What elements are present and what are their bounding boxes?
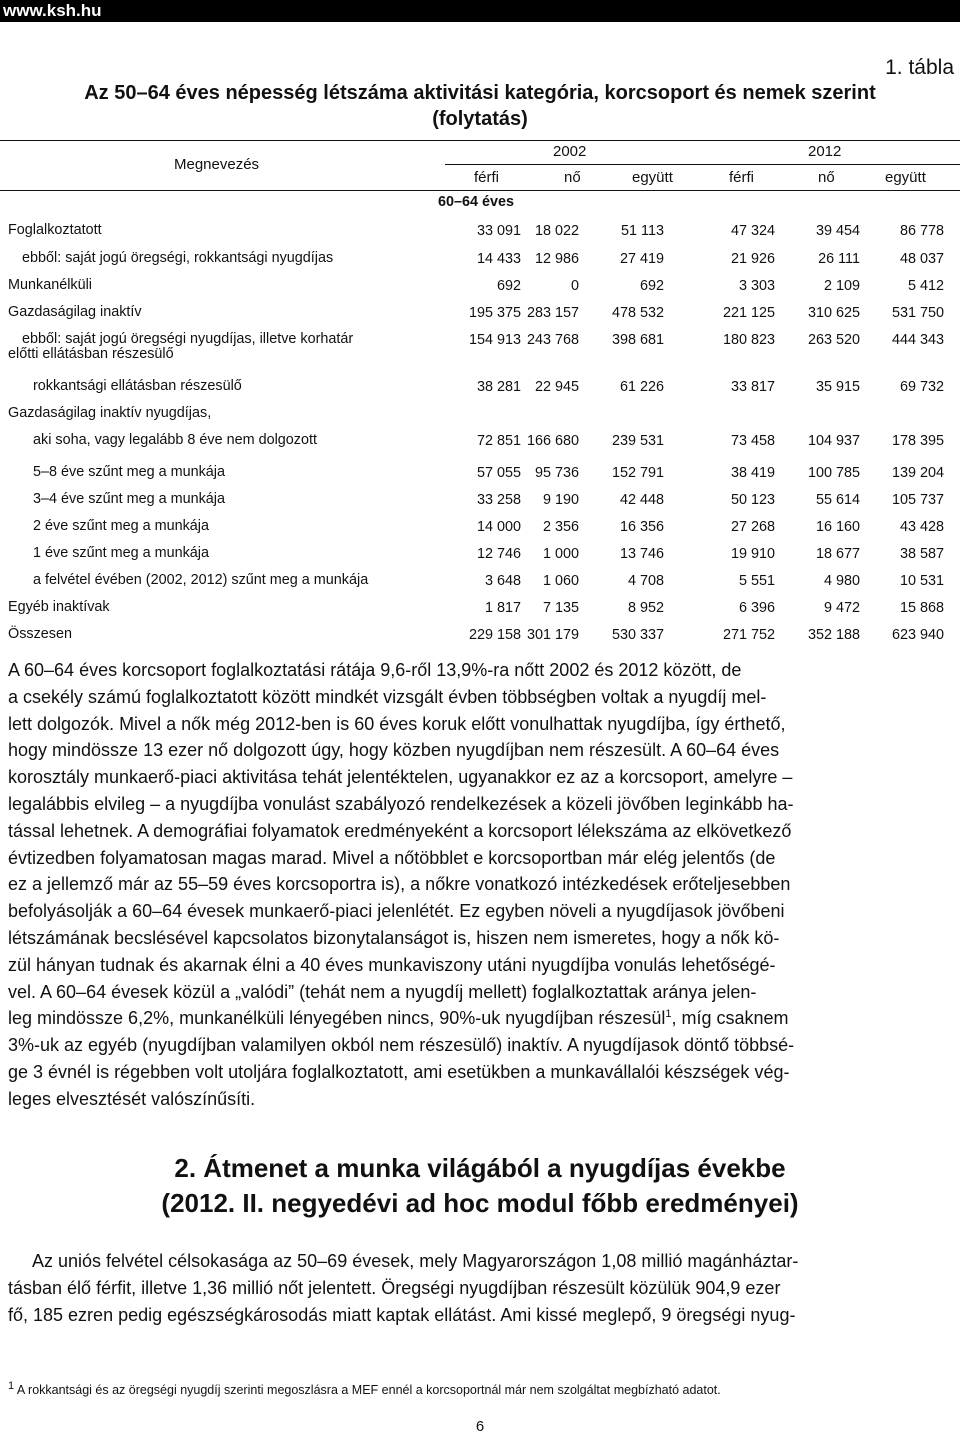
table-cell: 301 179 xyxy=(526,627,579,643)
table-cell: 10 531 xyxy=(899,573,944,589)
table-cell: 0 xyxy=(570,278,579,294)
page-number: 6 xyxy=(475,1418,485,1435)
row-label: ebből: saját jogú öregségi, rokkantsági nyugdíjas xyxy=(22,250,334,266)
heading-line: (2012. II. negyedévi ad hoc modul főbb eredményei) xyxy=(161,1188,799,1218)
table-cell: 2 356 xyxy=(542,519,579,535)
text-line: 3%-uk az egyéb (nyugdíjban valamilyen okból nem részesülő) inaktív. A nyugdíjasok döntő többsé- xyxy=(8,1035,795,1056)
table-cell: 310 625 xyxy=(807,305,860,321)
row-label: aki soha, vagy legalább 8 éve nem dolgozott xyxy=(33,432,318,448)
row-label: Foglalkoztatott xyxy=(8,222,102,238)
text-line: ez a jellemző már az 55–59 éves korcsoportra is), a nőkre vonatkozó intézkedések erőteljesebben xyxy=(8,874,791,895)
text-line: legalábbis elvileg – a nyugdíjba vonulást szabályozó rendelkezések a közeli jövőben leginkább ha- xyxy=(8,793,794,814)
table-cell: 33 817 xyxy=(730,379,775,395)
table-cell: 9 472 xyxy=(823,600,860,616)
table-cell: 69 732 xyxy=(899,379,944,395)
table-cell: 43 428 xyxy=(899,519,944,535)
age-group-header: 60–64 éves xyxy=(438,194,515,210)
table-cell: 27 419 xyxy=(619,251,664,267)
row-label: Összesen xyxy=(8,626,72,642)
table-cell: 105 737 xyxy=(891,492,944,508)
table-cell: 180 823 xyxy=(722,332,775,348)
text-line: lett dolgozók. Mivel a nők még 2012-ben is 60 éves koruk előtt vonulhattak nyugdíjba, így érthető, xyxy=(8,713,786,734)
table-cell: 104 937 xyxy=(807,433,860,449)
table-cell: 16 356 xyxy=(619,519,664,535)
table-cell: 4 980 xyxy=(823,573,860,589)
col-header-egyutt-2002: együtt xyxy=(632,169,673,186)
table-cell: 2 109 xyxy=(823,278,860,294)
table-cell: 692 xyxy=(639,278,664,294)
table-cell: 57 055 xyxy=(476,465,521,481)
table-cell: 18 022 xyxy=(534,223,579,239)
table-cell: 4 708 xyxy=(627,573,664,589)
section-heading xyxy=(0,1151,960,1221)
table-cell: 530 337 xyxy=(611,627,664,643)
table-cell: 195 375 xyxy=(468,305,521,321)
text-line: Az uniós felvétel célsokasága az 50–69 évesek, mely Magyarországon 1,08 millió magánháztar- xyxy=(32,1251,799,1271)
table-cell: 178 395 xyxy=(891,433,944,449)
table-title-subline: (folytatás) xyxy=(432,108,528,130)
table-cell: 478 532 xyxy=(611,305,664,321)
table-cell: 5 412 xyxy=(907,278,944,294)
site-url-link[interactable]: www.ksh.hu xyxy=(3,1,102,20)
data-table xyxy=(0,136,960,656)
table-cell: 26 111 xyxy=(818,251,860,267)
row-label: 2 éve szűnt meg a munkája xyxy=(33,518,209,534)
table-cell: 3 648 xyxy=(484,573,521,589)
table-cell: 47 324 xyxy=(730,223,775,239)
stub-header: Megnevezés xyxy=(174,156,260,173)
table-cell: 9 190 xyxy=(542,492,579,508)
table-cell: 72 851 xyxy=(476,433,521,449)
text-line: ge 3 évnél is régebben volt utoljára foglalkoztatott, ami esetükben a munkavállalói készségek vég- xyxy=(8,1061,790,1082)
text-line: létszámának becslésével kapcsolatos bizonytalanságot is, hiszen nem ismeretes, hogy a nők kö- xyxy=(8,927,780,948)
table-cell: 38 587 xyxy=(899,546,944,562)
col-header-egyutt-2012: együtt xyxy=(885,169,926,186)
table-cell: 1 000 xyxy=(542,546,579,562)
table-cell: 166 680 xyxy=(526,433,579,449)
table-cell: 14 433 xyxy=(476,251,521,267)
table-cell: 3 303 xyxy=(738,278,775,294)
table-cell: 1 060 xyxy=(542,573,579,589)
text-line: befolyásolják a 60–64 évesek munkaerő-piaci jelenlétét. Ez egyben növeli a nyugdíjasok jövőbeni xyxy=(8,901,785,922)
table-cell: 444 343 xyxy=(891,332,944,348)
text-line xyxy=(8,1005,958,1032)
text-line: tásban élő férfit, illetve 1,36 millió nőt jelentett. Öregségi nyugdíjban részesült közülük 904,9 ezer xyxy=(8,1277,781,1298)
table-cell: 22 945 xyxy=(534,379,579,395)
table-cell: 50 123 xyxy=(730,492,775,508)
text-line: korosztály munkaerő-piaci aktivitása tehát jelentéktelen, ugyanakkor ez az a korcsoport, amelyre – xyxy=(8,767,793,788)
table-cell: 352 188 xyxy=(807,627,860,643)
table-cell: 19 910 xyxy=(730,546,775,562)
footnote-ref[interactable]: 1 xyxy=(665,1008,672,1021)
table-cell: 221 125 xyxy=(722,305,775,321)
text-line: fő, 185 ezren pedig egészségkárosodás miatt kaptak ellátást. Ami kissé meglepő, 9 öregségi nyug- xyxy=(8,1304,796,1325)
table-title-line: Az 50–64 éves népesség létszáma aktivitási kategória, korcsoport és nemek szerint xyxy=(84,82,876,104)
text-line: vel. A 60–64 évesek közül a „valódi” (tehát nem a nyugdíj mellett) foglalkoztattak aránya jelen- xyxy=(8,981,757,1002)
table-cell: 15 868 xyxy=(899,600,944,616)
table-cell: 229 158 xyxy=(468,627,521,643)
text-line: zül hányan tudnak és akarnak élni a 40 éves munkaviszony utáni nyugdíjba vonulás lehetőségé- xyxy=(8,954,776,975)
table-cell: 14 000 xyxy=(476,519,521,535)
footnote-mark: 1 xyxy=(8,1379,15,1392)
site-header xyxy=(0,0,960,22)
table-cell: 243 768 xyxy=(526,332,579,348)
table-cell: 8 952 xyxy=(627,600,664,616)
text-line: tással lehetnek. A demográfiai folyamatok eredményeként a korcsoport lélekszáma az elkövetkező xyxy=(8,820,792,841)
table-cell: 100 785 xyxy=(807,465,860,481)
table-cell: 51 113 xyxy=(621,223,664,239)
col-header-ferfi-2002: férfi xyxy=(474,169,500,186)
footnote-text: A rokkantsági és az öregségi nyugdíj szerinti megoszlásra a MEF ennél a korcsoportnál már nem szolgáltat megbízható adatot. xyxy=(14,1383,721,1397)
table-cell: 1 817 xyxy=(484,600,521,616)
text-line: hogy mindössze 13 ezer nő dolgozott úgy, hogy közben nyugdíjban nem részesült. A 60–64 éves xyxy=(8,740,780,761)
table-cell: 55 614 xyxy=(815,492,860,508)
table-cell: 18 677 xyxy=(815,546,860,562)
table-cell: 6 396 xyxy=(738,600,775,616)
row-label: ebből: saját jogú öregségi nyugdíjas, illetve korhatár xyxy=(22,331,354,347)
table-cell: 5 551 xyxy=(738,573,775,589)
table-cell: 16 160 xyxy=(815,519,860,535)
table-cell: 73 458 xyxy=(730,433,775,449)
heading-line: 2. Átmenet a munka világából a nyugdíjas évekbe xyxy=(174,1153,786,1183)
table-cell: 271 752 xyxy=(722,627,775,643)
table-cell: 86 778 xyxy=(899,223,944,239)
text-line: A 60–64 éves korcsoport foglalkoztatási rátája 9,6-ről 13,9%-ra nőtt 2002 és 2012 között, de xyxy=(8,660,742,680)
table-cell: 42 448 xyxy=(619,492,664,508)
table-top-rule xyxy=(0,140,960,141)
col-header-ferfi-2012: férfi xyxy=(729,169,755,186)
text-span: , míg csaknem xyxy=(671,1008,789,1029)
row-label-continued: előtti ellátásban részesülő xyxy=(8,346,174,362)
header-bottom-rule xyxy=(0,190,960,191)
text-span: leg mindössze 6,2%, munkanélküli lényegében nincs, 90%-uk nyugdíjban részesül xyxy=(8,1008,666,1029)
table-cell: 48 037 xyxy=(899,251,944,267)
table-cell: 39 454 xyxy=(815,223,860,239)
row-label: 5–8 éve szűnt meg a munkája xyxy=(33,464,225,480)
table-cell: 61 226 xyxy=(619,379,664,395)
row-label: Egyéb inaktívak xyxy=(8,599,110,615)
row-label: 1 éve szűnt meg a munkája xyxy=(33,545,209,561)
row-label: Gazdaságilag inaktív xyxy=(8,304,142,320)
row-label: a felvétel évében (2002, 2012) szűnt meg a munkája xyxy=(33,572,369,588)
text-line: leges elvesztését valószínűsíti. xyxy=(8,1088,256,1109)
col-header-no-2012: nő xyxy=(818,169,835,186)
table-cell: 692 xyxy=(496,278,521,294)
table-cell: 95 736 xyxy=(534,465,579,481)
table-cell: 263 520 xyxy=(807,332,860,348)
row-label: 3–4 éve szűnt meg a munkája xyxy=(33,491,225,507)
table-cell: 398 681 xyxy=(611,332,664,348)
table-cell: 13 746 xyxy=(619,546,664,562)
table-cell: 7 135 xyxy=(542,600,579,616)
table-cell: 35 915 xyxy=(815,379,860,395)
row-label: Munkanélküli xyxy=(8,277,92,293)
body-paragraph xyxy=(8,1248,958,1328)
table-cell: 38 419 xyxy=(730,465,775,481)
year-header-2012: 2012 xyxy=(808,143,842,160)
row-label: Gazdaságilag inaktív nyugdíjas, xyxy=(8,405,212,421)
table-label: 1. tábla xyxy=(885,56,954,79)
text-line: a csekély számú foglalkoztatott között mindkét vizsgált évben többségben voltak a nyugdíj mel- xyxy=(8,686,767,707)
body-paragraph xyxy=(8,657,958,1113)
table-cell: 12 986 xyxy=(534,251,579,267)
row-label: rokkantsági ellátásban részesülő xyxy=(33,378,242,394)
table-cell: 33 091 xyxy=(476,223,521,239)
table-cell: 531 750 xyxy=(891,305,944,321)
year-header-2002: 2002 xyxy=(553,143,587,160)
table-title xyxy=(0,80,960,132)
table-cell: 283 157 xyxy=(526,305,579,321)
footnote xyxy=(8,1379,958,1397)
table-cell: 623 940 xyxy=(891,627,944,643)
table-cell: 154 913 xyxy=(468,332,521,348)
table-cell: 152 791 xyxy=(611,465,664,481)
text-line: évtizedben folyamatosan magas marad. Mivel a nőtöbblet e korcsoportban már elég jelentős (de xyxy=(8,847,776,868)
table-cell: 12 746 xyxy=(476,546,521,562)
table-cell: 21 926 xyxy=(730,251,775,267)
year-rule xyxy=(445,164,960,165)
table-cell: 139 204 xyxy=(891,465,944,481)
table-cell: 38 281 xyxy=(476,379,521,395)
table-cell: 239 531 xyxy=(611,433,664,449)
col-header-no-2002: nő xyxy=(564,169,581,186)
table-cell: 27 268 xyxy=(730,519,775,535)
table-cell: 33 258 xyxy=(476,492,521,508)
